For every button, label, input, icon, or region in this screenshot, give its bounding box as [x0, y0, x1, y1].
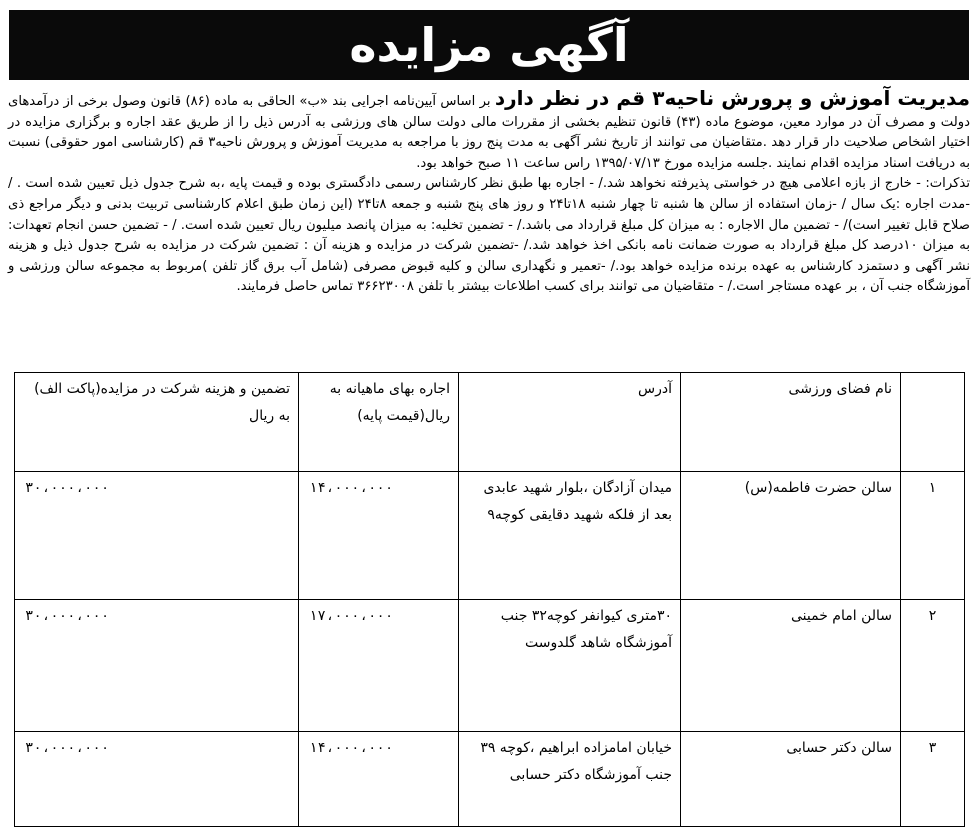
- row-guarantee: ۳۰،۰۰۰،۰۰۰: [15, 472, 299, 600]
- header-name: نام فضای ورزشی: [681, 373, 901, 472]
- intro-paragraph: [8, 88, 970, 174]
- intro-lead: مدیریت آموزش و پرورش ناحیه۳ قم در نظر دارد: [494, 86, 970, 110]
- row-name: سالن دکتر حسابی: [681, 732, 901, 827]
- row-guarantee: ۳۰،۰۰۰،۰۰۰: [15, 732, 299, 827]
- venues-table: [14, 372, 965, 827]
- header-index: [901, 373, 965, 472]
- table-row: [15, 472, 965, 600]
- notice-banner-title: آگهی مزایده: [9, 10, 969, 80]
- row-rent: ۱۷،۰۰۰،۰۰۰: [299, 600, 459, 732]
- row-index: ۳: [901, 732, 965, 827]
- row-name: سالن حضرت فاطمه(س): [681, 472, 901, 600]
- notice-intro: [8, 88, 970, 298]
- intro-body: بر اساس آیین‌نامه اجرایی بند «ب» الحاقی به ماده (۸۶) قانون وصول برخی از درآمدهای دولت و مصرف آن در موارد معین، موضوع ماده (۴۳) قانون تنظیم بخشی از مقررات مالی دولت سالن های ورزشی به آدرس ذیل را از طریق عقد اجاره و برگزاری مزایده در اختیار اشخاص صلاحیت دار قرار دهد .متقاضیان می توانند از تاریخ نشر آگهی به مدت پنج روز با مراجعه به مدیریت آموزش و پرورش ناحیه۳ قم (کارشناسی امور حقوقی) نسبت به دریافت اسناد مزایده اقدام نمایند .جلسه مزایده مورخ ۱۳۹۵/۰۷/۱۳ راس ساعت ۱۱ صبح خواهد بود.: [8, 94, 970, 171]
- row-guarantee: ۳۰،۰۰۰،۰۰۰: [15, 600, 299, 732]
- table-row: [15, 732, 965, 827]
- header-guarantee: تضمین و هزینه شرکت در مزایده(پاکت الف) به ریال: [15, 373, 299, 472]
- row-address: میدان آزادگان ،بلوار شهید عابدی بعد از فلکه شهید دقایقی کوچه۹: [459, 472, 681, 600]
- row-rent: ۱۴،۰۰۰،۰۰۰: [299, 732, 459, 827]
- header-address: آدرس: [459, 373, 681, 472]
- notes-paragraph: تذکرات: - خارج از بازه اعلامی هیچ در خواستی پذیرفته نخواهد شد./ - اجاره بها طبق نظر کارشناس رسمی دادگستری بوده و قیمت پایه ،به شرح جدول ذیل تعیین شده است . / -مدت اجاره :یک سال / -زمان استفاده از سالن ها شنبه تا چهار شنبه ۱۸تا۲۴ و روز های پنج شنبه و جمعه ۸تا۲۴ (این زمان طبق اعلام کارشناسی تربیت بدنی و دیگر مراجع ذی صلاح قابل تغییر است)/ - تضمین مال الاجاره : به میزان کل مبلغ قرارداد می باشد./ - تضمین تخلیه: به میزان پانصد میلیون ریال تعیین شده است. / - تضمین حسن انجام تعهدات: به میزان ۱۰درصد کل مبلغ قرارداد به صورت ضمانت نامه بانکی اخذ خواهد شد./ -تضمین شرکت در مزایده و هزینه آن : تضمین شرکت در مزایده به شرح جدول ذیل و هزینه نشر آگهی و دستمزد کارشناس به عهده برنده مزایده خواهد بود./ -تعمیر و نگهداری سالن و کلیه قبوض مصرفی (شامل آب برق گاز تلفن )مربوط به مجموعه سالن ورزشی و آموزشگاه جنب آن ، بر عهده مستاجر است./ - متقاضیان می توانند برای کسب اطلاعات بیشتر با تلفن ۳۶۶۲۳۰۰۸ تماس حاصل فرمایند.: [8, 176, 971, 295]
- row-index: ۱: [901, 472, 965, 600]
- row-name: سالن امام خمینی: [681, 600, 901, 732]
- row-index: ۲: [901, 600, 965, 732]
- row-address: ۳۰متری کیوانفر کوچه۳۲ جنب آموزشگاه شاهد گلدوست: [459, 600, 681, 732]
- header-rent: اجاره بهای ماهیانه به ریال(قیمت پایه): [299, 373, 459, 472]
- row-address: خیابان امامزاده ابراهیم ،کوچه ۳۹ جنب آموزشگاه دکتر حسابی: [459, 732, 681, 827]
- row-rent: ۱۴،۰۰۰،۰۰۰: [299, 472, 459, 600]
- table-row: [15, 600, 965, 732]
- table-header-row: [15, 373, 965, 472]
